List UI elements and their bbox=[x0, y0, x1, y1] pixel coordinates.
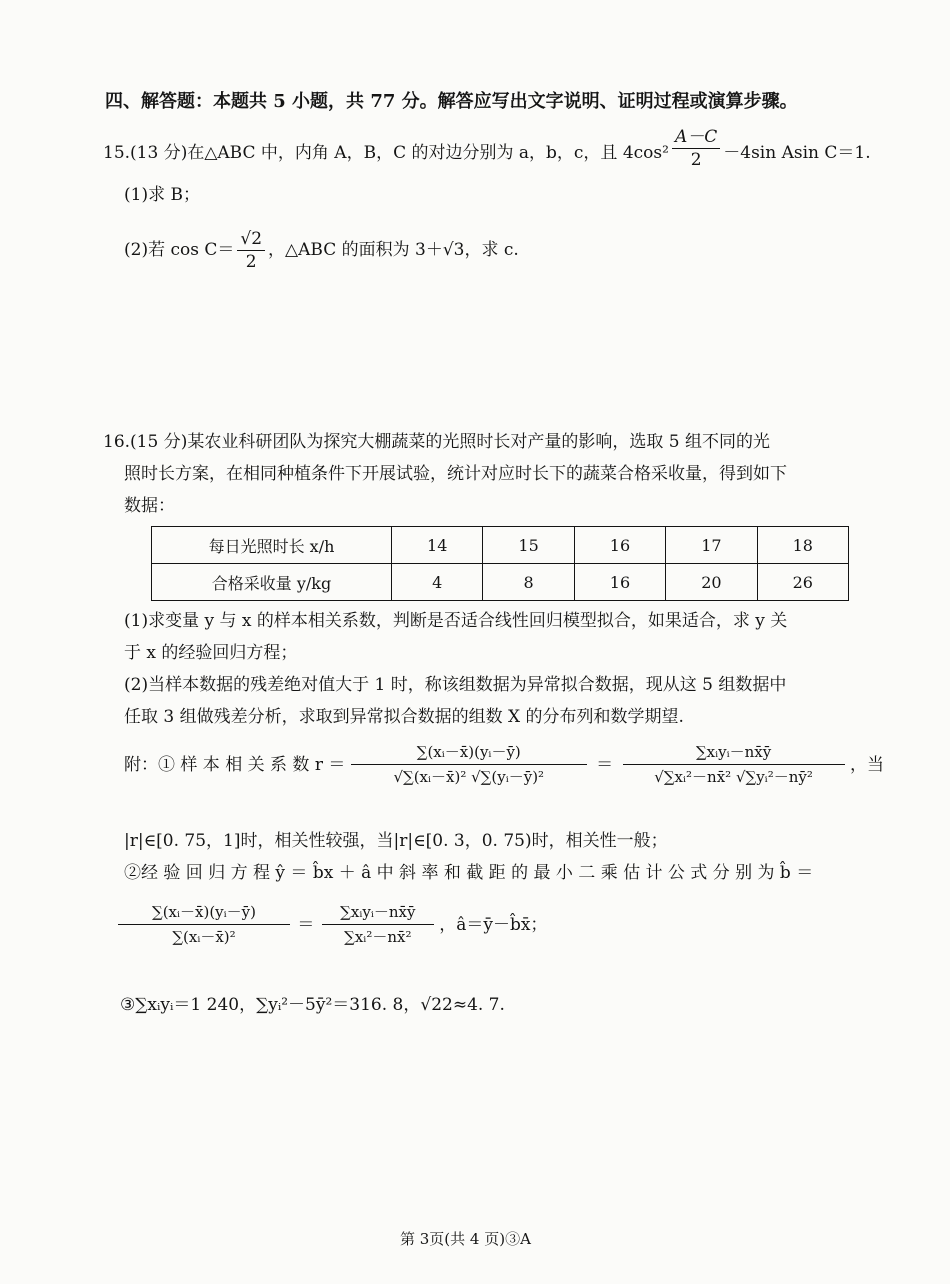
table-cell: 15 bbox=[483, 527, 574, 564]
q15-part2-fraction bbox=[237, 228, 265, 273]
q15-part2-tail: ，△ABC 的面积为 3＋√3，求 c. bbox=[268, 240, 519, 260]
q15-part1: (1)求 B； bbox=[124, 185, 200, 205]
table-header-cell: 每日光照时长 x/h bbox=[152, 527, 392, 564]
note1-num1: ∑(xᵢ－x̄)(yᵢ－ȳ) bbox=[351, 742, 587, 765]
page-footer: 第 3页(共 4 页)③A bbox=[400, 1230, 531, 1248]
q15-lead: 15.(13 分)在△ABC 中，内角 A，B，C 的对边分别为 a，b，c，且 4cos² bbox=[103, 143, 669, 163]
note2-num1: ∑(xᵢ－x̄)(yᵢ－ȳ) bbox=[118, 902, 290, 925]
note2-den2: ∑xᵢ²－nx̄² bbox=[344, 928, 412, 946]
table-row bbox=[152, 527, 849, 564]
section-header: 四、解答题：本题共 5 小题，共 77 分。解答应写出文字说明、证明过程或演算步骤。 bbox=[105, 91, 798, 112]
note1-formula bbox=[124, 742, 884, 787]
q16-line3: 数据： bbox=[124, 496, 175, 516]
q16-line1: 16.(15 分)某农业科研团队为探究大棚蔬菜的光照时长对产量的影响，选取 5 组不同的光 bbox=[103, 432, 770, 452]
table-row bbox=[152, 564, 849, 601]
table-cell: 17 bbox=[666, 527, 757, 564]
table-cell: 8 bbox=[483, 564, 574, 601]
note1-fraction-2 bbox=[623, 742, 845, 787]
table-cell: 16 bbox=[574, 564, 665, 601]
note1-line2: |r|∈[0. 75，1]时，相关性较强，当|r|∈[0. 3，0. 75)时，相关性一般； bbox=[124, 831, 668, 851]
note2-fraction-2 bbox=[322, 902, 434, 947]
note2-den1: ∑(xᵢ－x̄)² bbox=[172, 928, 236, 946]
note1-num2: ∑xᵢyᵢ－nx̄ȳ bbox=[623, 742, 845, 765]
q16-part1-line1: (1)求变量 y 与 x 的样本相关系数，判断是否适合线性回归模型拟合，如果适合，求 y 关 bbox=[124, 611, 788, 631]
table-cell: 18 bbox=[757, 527, 848, 564]
note1-den2: √∑xᵢ²－nx̄² √∑yᵢ²－nȳ² bbox=[654, 768, 813, 786]
note3: ③∑xᵢyᵢ＝1 240，∑yᵢ²－5ȳ²＝316. 8，√22≈4. 7. bbox=[120, 995, 505, 1015]
q16-part1-line2: 于 x 的经验回归方程； bbox=[124, 643, 298, 663]
q15-part2-lead: (2)若 cos C＝ bbox=[124, 240, 235, 260]
q15-part2-num: √2 bbox=[237, 228, 265, 251]
q16-part2-line2: 任取 3 组做残差分析，求取到异常拟合数据的组数 X 的分布列和数学期望. bbox=[124, 707, 684, 727]
note2-num2: ∑xᵢyᵢ－nx̄ȳ bbox=[322, 902, 434, 925]
note1-lead: 附：① 样 本 相 关 系 数 r ＝ bbox=[124, 754, 346, 775]
note2-formula bbox=[118, 902, 547, 947]
table-cell: 16 bbox=[574, 527, 665, 564]
equals-sign: ＝ bbox=[297, 914, 315, 935]
q15-part2 bbox=[124, 228, 519, 273]
table-cell: 20 bbox=[666, 564, 757, 601]
note2-line1: ②经 验 回 归 方 程 ŷ ＝ b̂x ＋ â 中 斜 率 和 截 距 的 最 小 二 乘 估 计 公 式 分 别 为 b̂ ＝ bbox=[124, 863, 814, 883]
note1-fraction-1 bbox=[351, 742, 587, 787]
table-cell: 4 bbox=[392, 564, 483, 601]
table-cell: 14 bbox=[392, 527, 483, 564]
q16-line2: 照时长方案，在相同种植条件下开展试验，统计对应时长下的蔬菜合格采收量，得到如下 bbox=[124, 464, 787, 484]
table-header-cell: 合格采收量 y/kg bbox=[152, 564, 392, 601]
q16-part2-line1: (2)当样本数据的残差绝对值大于 1 时，称该组数据为异常拟合数据，现从这 5 组数据中 bbox=[124, 675, 787, 695]
note2-tail: ，â＝ȳ－b̂x̄； bbox=[439, 914, 548, 935]
note2-fraction-1 bbox=[118, 902, 290, 947]
equals-sign: ＝ bbox=[596, 754, 614, 775]
q15-fraction bbox=[672, 126, 720, 171]
q15-frac-num: A－C bbox=[672, 126, 720, 149]
data-table bbox=[151, 526, 849, 601]
q15-tail: －4sin Asin C＝1. bbox=[723, 143, 871, 163]
table-cell: 26 bbox=[757, 564, 848, 601]
note1-den1: √∑(xᵢ－x̄)² √∑(yᵢ－ȳ)² bbox=[393, 768, 545, 786]
q15-part2-den: 2 bbox=[245, 252, 257, 272]
note1-tail: ，当 bbox=[849, 754, 884, 775]
q15-statement bbox=[103, 127, 871, 171]
q15-frac-den: 2 bbox=[690, 150, 702, 170]
